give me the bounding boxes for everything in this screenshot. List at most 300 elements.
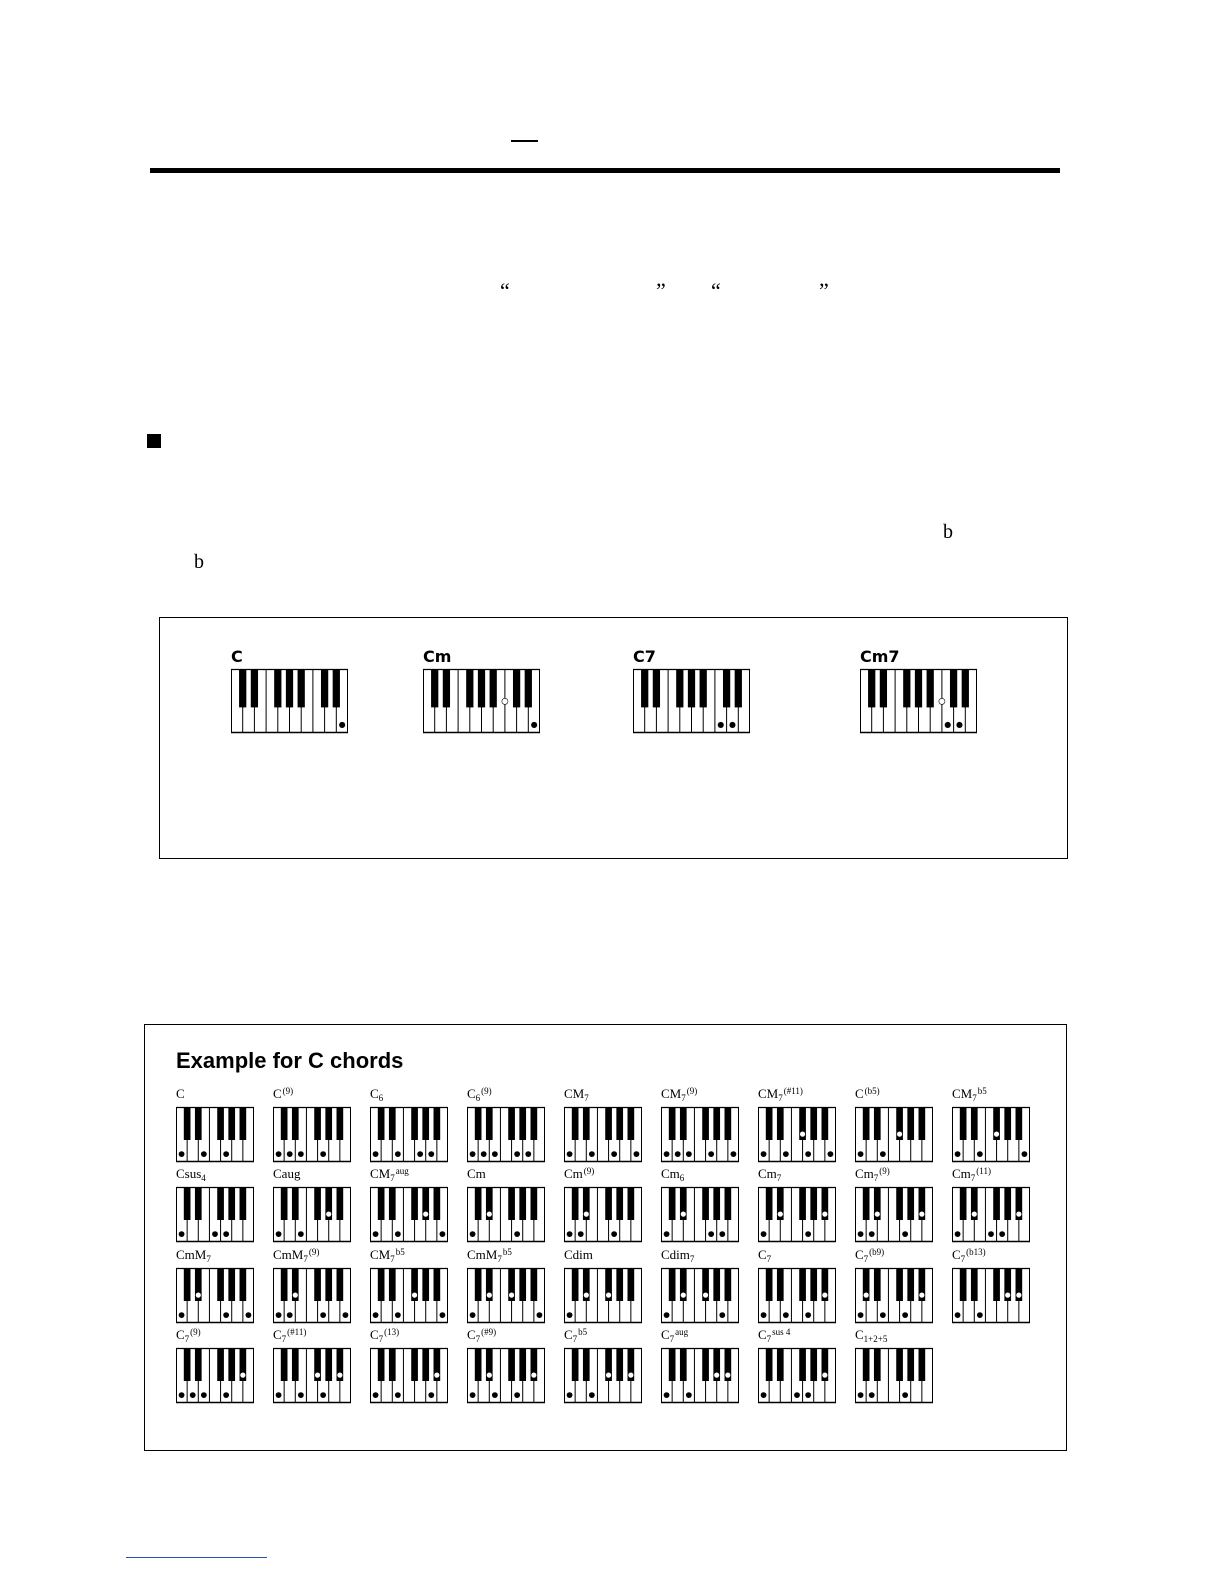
note-dot xyxy=(589,1392,595,1398)
note-dot xyxy=(525,1151,531,1157)
note-dot xyxy=(777,1211,783,1217)
black-key xyxy=(389,1187,396,1220)
chord-superscript: (9) xyxy=(190,1327,201,1337)
note-dot xyxy=(634,1151,640,1157)
chord-label: C7 xyxy=(633,647,656,666)
note-dot xyxy=(708,1231,714,1237)
note-dot xyxy=(514,1392,520,1398)
black-key xyxy=(321,669,328,707)
note-dot xyxy=(719,1312,725,1318)
note-dot xyxy=(822,1372,828,1378)
chord-superscript: b5 xyxy=(395,1247,405,1257)
black-key xyxy=(1004,1187,1011,1220)
keyboard-diagram xyxy=(176,1187,254,1242)
chord-label xyxy=(467,1087,492,1102)
black-key xyxy=(519,1187,526,1220)
black-key xyxy=(184,1187,191,1220)
note-dot xyxy=(298,1151,304,1157)
black-key xyxy=(443,669,450,707)
black-key xyxy=(605,1187,612,1220)
note-dot xyxy=(320,1151,326,1157)
keyboard-diagram xyxy=(467,1348,545,1403)
black-key xyxy=(907,1268,914,1301)
black-key xyxy=(389,1348,396,1381)
note-dot xyxy=(567,1151,573,1157)
chord-label xyxy=(467,1248,512,1263)
black-key xyxy=(919,1107,926,1140)
keyboard-diagram xyxy=(370,1268,448,1323)
chord-name: Cdim xyxy=(661,1247,690,1262)
chord-name: C xyxy=(758,1327,767,1342)
note-dot xyxy=(611,1151,617,1157)
chord-subscript: 6 xyxy=(679,1173,685,1183)
black-key xyxy=(274,669,281,707)
black-key xyxy=(1016,1107,1023,1140)
keyboard-diagram xyxy=(860,669,977,733)
note-dot xyxy=(664,1231,670,1237)
black-key xyxy=(466,669,473,707)
black-key xyxy=(292,1107,299,1140)
black-key xyxy=(777,1107,784,1140)
note-dot xyxy=(977,1151,983,1157)
chord-name: CM xyxy=(370,1166,391,1181)
chord-superscript: aug xyxy=(395,1166,409,1176)
black-key xyxy=(240,1187,247,1220)
chord-label xyxy=(952,1248,986,1263)
black-key xyxy=(863,1348,870,1381)
black-key xyxy=(766,1348,773,1381)
chord-label xyxy=(758,1087,803,1102)
note-dot xyxy=(502,698,508,704)
black-key xyxy=(874,1107,881,1140)
note-dot xyxy=(514,1231,520,1237)
note-dot xyxy=(583,1211,589,1217)
chord-label xyxy=(370,1248,405,1263)
note-dot xyxy=(994,1131,1000,1137)
chord-label xyxy=(370,1087,383,1102)
chord-label: C xyxy=(231,647,243,666)
black-key xyxy=(292,1348,299,1381)
black-key xyxy=(195,1107,202,1140)
note-dot xyxy=(874,1211,880,1217)
note-dot xyxy=(440,1312,446,1318)
chord-name: CM xyxy=(758,1086,779,1101)
chord-label xyxy=(564,1167,594,1182)
black-key xyxy=(217,1348,224,1381)
black-key xyxy=(669,1268,676,1301)
keyboard-diagram xyxy=(855,1107,933,1162)
black-key xyxy=(228,1348,235,1381)
chord-subscript: 7 xyxy=(303,1254,308,1264)
black-key xyxy=(240,1268,247,1301)
note-dot xyxy=(805,1231,811,1237)
note-dot xyxy=(223,1312,229,1318)
note-dot xyxy=(470,1151,476,1157)
black-key xyxy=(868,669,875,707)
note-dot xyxy=(664,1312,670,1318)
chord-subscript: 7 xyxy=(584,1093,589,1103)
black-key xyxy=(434,1268,441,1301)
black-key xyxy=(389,1107,396,1140)
basic-chords-box xyxy=(159,617,1068,859)
black-key xyxy=(389,1268,396,1301)
keyboard-diagram xyxy=(661,1348,739,1403)
black-key xyxy=(519,1348,526,1381)
black-key xyxy=(616,1187,623,1220)
chord-subscript: 7 xyxy=(390,1173,395,1183)
black-key xyxy=(228,1187,235,1220)
note-dot xyxy=(1016,1211,1022,1217)
black-key xyxy=(669,1187,676,1220)
note-dot xyxy=(971,1211,977,1217)
note-dot xyxy=(395,1231,401,1237)
note-dot xyxy=(977,1312,983,1318)
keyboard-diagram xyxy=(855,1268,933,1323)
black-key xyxy=(240,1107,247,1140)
note-dot xyxy=(486,1372,492,1378)
black-key xyxy=(195,1348,202,1381)
chord-label xyxy=(176,1248,211,1263)
chord-name: C xyxy=(564,1327,573,1342)
black-key xyxy=(616,1107,623,1140)
chord-subscript: 7 xyxy=(766,1254,772,1264)
black-key xyxy=(422,1268,429,1301)
chord-label: Cm xyxy=(423,647,452,666)
note-dot xyxy=(326,1211,332,1217)
black-key xyxy=(281,1268,288,1301)
black-key xyxy=(411,1348,418,1381)
title-dash xyxy=(511,140,538,142)
chord-subscript: 7 xyxy=(873,1173,879,1183)
note-dot xyxy=(589,1151,595,1157)
black-key xyxy=(572,1348,579,1381)
note-dot xyxy=(509,1292,515,1298)
note-dot xyxy=(714,1372,720,1378)
chord-subscript: 7 xyxy=(970,1173,976,1183)
chord-superscript: (9) xyxy=(308,1247,320,1257)
keyboard-diagram xyxy=(952,1107,1030,1162)
note-dot xyxy=(731,1151,737,1157)
note-dot xyxy=(1016,1292,1022,1298)
chord-label xyxy=(273,1248,319,1263)
black-key xyxy=(325,1348,332,1381)
black-key xyxy=(799,1348,806,1381)
note-dot xyxy=(292,1292,298,1298)
note-dot xyxy=(179,1231,185,1237)
note-dot xyxy=(417,1151,423,1157)
note-dot xyxy=(718,722,724,728)
chord-name: CM xyxy=(952,1086,973,1101)
note-dot xyxy=(486,1211,492,1217)
black-key xyxy=(1004,1107,1011,1140)
note-dot xyxy=(470,1231,476,1237)
black-key xyxy=(766,1187,773,1220)
chord-subscript: 6 xyxy=(378,1093,384,1103)
black-key xyxy=(766,1107,773,1140)
black-key xyxy=(508,1348,515,1381)
note-dot xyxy=(486,1292,492,1298)
note-dot xyxy=(902,1312,908,1318)
chord-label xyxy=(952,1087,987,1102)
black-key xyxy=(915,669,922,707)
chord-name: C xyxy=(273,1086,282,1101)
chord-superscript: (b9) xyxy=(869,1247,885,1257)
note-dot xyxy=(1005,1292,1011,1298)
note-dot xyxy=(902,1231,908,1237)
open-quote: “ xyxy=(711,278,721,303)
note-dot xyxy=(223,1231,229,1237)
black-key xyxy=(874,1348,881,1381)
chord-subscript: 7 xyxy=(960,1254,966,1264)
chord-superscript: (b13) xyxy=(966,1247,986,1257)
black-key xyxy=(583,1348,590,1381)
chord-subscript: 7 xyxy=(863,1254,869,1264)
chord-subscript: 7 xyxy=(475,1334,481,1344)
note-dot xyxy=(434,1372,440,1378)
chord-label xyxy=(758,1167,781,1182)
note-dot xyxy=(761,1392,767,1398)
note-dot xyxy=(919,1292,925,1298)
black-key xyxy=(531,1187,538,1220)
note-dot xyxy=(276,1312,282,1318)
note-dot xyxy=(298,1231,304,1237)
chord-name: C xyxy=(176,1327,185,1342)
chord-label xyxy=(855,1248,884,1263)
chord-label xyxy=(176,1328,201,1343)
note-dot xyxy=(201,1392,207,1398)
note-dot xyxy=(761,1151,767,1157)
black-key xyxy=(422,1348,429,1381)
chord-name: C xyxy=(855,1247,864,1262)
black-key xyxy=(314,1107,321,1140)
black-key xyxy=(378,1268,385,1301)
chord-subscript: 7 xyxy=(681,1093,686,1103)
note-dot xyxy=(761,1312,767,1318)
chord-label xyxy=(370,1167,409,1182)
chord-name: Cm xyxy=(564,1166,583,1181)
black-key xyxy=(616,1348,623,1381)
note-dot xyxy=(725,1372,731,1378)
note-dot xyxy=(800,1131,806,1137)
chord-name: CM xyxy=(564,1086,585,1101)
chord-superscript: b5 xyxy=(502,1247,512,1257)
black-key xyxy=(195,1187,202,1220)
keyboard-diagram xyxy=(176,1107,254,1162)
note-dot xyxy=(955,1231,961,1237)
black-key xyxy=(799,1187,806,1220)
note-dot xyxy=(223,1151,229,1157)
black-key xyxy=(431,669,438,707)
black-key xyxy=(810,1348,817,1381)
note-dot xyxy=(567,1231,573,1237)
black-key xyxy=(486,1107,493,1140)
note-dot xyxy=(320,1392,326,1398)
chord-name: C xyxy=(467,1327,476,1342)
chord-label xyxy=(467,1328,496,1343)
keyboard-diagram xyxy=(467,1187,545,1242)
note-dot xyxy=(287,1312,293,1318)
chord-name: Cm xyxy=(467,1166,486,1181)
black-key xyxy=(725,1187,732,1220)
chord-subscript: 4 xyxy=(201,1173,206,1183)
black-key xyxy=(513,669,520,707)
black-key xyxy=(519,1268,526,1301)
black-key xyxy=(525,669,532,707)
note-dot xyxy=(805,1392,811,1398)
chord-name: C xyxy=(855,1086,864,1101)
black-key xyxy=(434,1187,441,1220)
keyboard-diagram xyxy=(564,1348,642,1403)
chord-superscript: (9) xyxy=(282,1086,294,1096)
flat-symbol: b xyxy=(943,521,953,543)
note-dot xyxy=(945,722,951,728)
note-dot xyxy=(567,1392,573,1398)
black-key xyxy=(653,669,660,707)
note-dot xyxy=(428,1151,434,1157)
chord-subscript: 7 xyxy=(778,1093,783,1103)
note-dot xyxy=(708,1151,714,1157)
note-dot xyxy=(869,1392,875,1398)
keyboard-diagram xyxy=(758,1348,836,1403)
note-dot xyxy=(339,722,345,728)
note-dot xyxy=(680,1211,686,1217)
note-dot xyxy=(805,1312,811,1318)
black-key xyxy=(286,669,293,707)
keyboard-diagram xyxy=(952,1268,1030,1323)
black-key xyxy=(572,1187,579,1220)
note-dot xyxy=(686,1392,692,1398)
chord-subscript: 7 xyxy=(776,1173,782,1183)
black-key xyxy=(863,1107,870,1140)
black-key xyxy=(478,669,485,707)
note-dot xyxy=(686,1151,692,1157)
note-dot xyxy=(492,1151,498,1157)
black-key xyxy=(927,669,934,707)
black-key xyxy=(325,1107,332,1140)
close-quote: ” xyxy=(656,278,666,303)
note-dot xyxy=(675,1151,681,1157)
black-key xyxy=(907,1107,914,1140)
note-dot xyxy=(337,1372,343,1378)
chord-name: C xyxy=(952,1247,961,1262)
note-dot xyxy=(373,1151,379,1157)
chord-label xyxy=(273,1328,306,1343)
keyboard-diagram xyxy=(231,669,348,733)
black-key xyxy=(822,1107,829,1140)
chord-label xyxy=(661,1087,697,1102)
note-dot xyxy=(939,698,945,704)
note-dot xyxy=(298,1392,304,1398)
black-key xyxy=(702,1187,709,1220)
black-key xyxy=(378,1348,385,1381)
black-key xyxy=(508,1187,515,1220)
black-key xyxy=(896,1187,903,1220)
black-key xyxy=(863,1187,870,1220)
note-dot xyxy=(470,1312,476,1318)
black-key xyxy=(971,1107,978,1140)
black-key xyxy=(475,1268,482,1301)
black-key xyxy=(314,1268,321,1301)
chord-name: Cm xyxy=(661,1166,680,1181)
chord-label xyxy=(855,1167,890,1182)
chord-superscript: (#9) xyxy=(481,1327,497,1337)
note-dot xyxy=(531,722,537,728)
black-key xyxy=(490,669,497,707)
note-dot xyxy=(1022,1151,1028,1157)
keyboard-diagram xyxy=(758,1187,836,1242)
note-dot xyxy=(578,1231,584,1237)
chord-superscript: (9) xyxy=(879,1166,890,1176)
note-dot xyxy=(395,1151,401,1157)
chord-name: CM xyxy=(370,1247,391,1262)
note-dot xyxy=(276,1392,282,1398)
black-key xyxy=(605,1107,612,1140)
keyboard-diagram xyxy=(273,1348,351,1403)
note-dot xyxy=(606,1372,612,1378)
black-key xyxy=(702,1348,709,1381)
black-key xyxy=(411,1107,418,1140)
note-dot xyxy=(719,1231,725,1237)
chord-name: CM xyxy=(661,1086,682,1101)
black-key xyxy=(919,1348,926,1381)
note-dot xyxy=(664,1392,670,1398)
keyboard-diagram xyxy=(370,1107,448,1162)
black-key xyxy=(184,1268,191,1301)
chord-label xyxy=(758,1328,790,1343)
note-dot xyxy=(761,1231,767,1237)
chord-subscript: 7 xyxy=(689,1254,695,1264)
chord-label: Cm7 xyxy=(860,647,900,666)
chord-label xyxy=(661,1167,684,1182)
note-dot xyxy=(858,1151,864,1157)
keyboard-diagram xyxy=(633,669,750,733)
chord-subscript: 7 xyxy=(281,1334,287,1344)
black-key xyxy=(583,1107,590,1140)
black-key xyxy=(874,1268,881,1301)
note-dot xyxy=(822,1211,828,1217)
chord-label xyxy=(661,1328,688,1343)
chord-name: C xyxy=(273,1327,282,1342)
chord-superscript: (#11) xyxy=(287,1327,307,1337)
black-key xyxy=(411,1187,418,1220)
note-dot xyxy=(988,1231,994,1237)
chord-superscript: b5 xyxy=(578,1327,588,1337)
chord-subscript: 7 xyxy=(378,1334,384,1344)
black-key xyxy=(903,669,910,707)
chord-superscript: (9) xyxy=(481,1086,492,1096)
black-key xyxy=(325,1268,332,1301)
chord-name: Cm xyxy=(758,1166,777,1181)
note-dot xyxy=(287,1151,293,1157)
note-dot xyxy=(276,1151,282,1157)
chord-name: Cm xyxy=(855,1166,874,1181)
note-dot xyxy=(373,1312,379,1318)
black-key xyxy=(281,1187,288,1220)
note-dot xyxy=(179,1312,185,1318)
note-dot xyxy=(223,1392,229,1398)
note-dot xyxy=(956,722,962,728)
keyboard-diagram xyxy=(952,1187,1030,1242)
black-key xyxy=(960,1187,967,1220)
chord-label xyxy=(564,1248,593,1262)
black-key xyxy=(680,1348,687,1381)
keyboard-diagram xyxy=(661,1107,739,1162)
black-key xyxy=(713,1268,720,1301)
note-dot xyxy=(373,1392,379,1398)
chord-superscript: sus 4 xyxy=(772,1327,791,1337)
chord-label xyxy=(758,1248,771,1263)
keyboard-diagram xyxy=(661,1187,739,1242)
